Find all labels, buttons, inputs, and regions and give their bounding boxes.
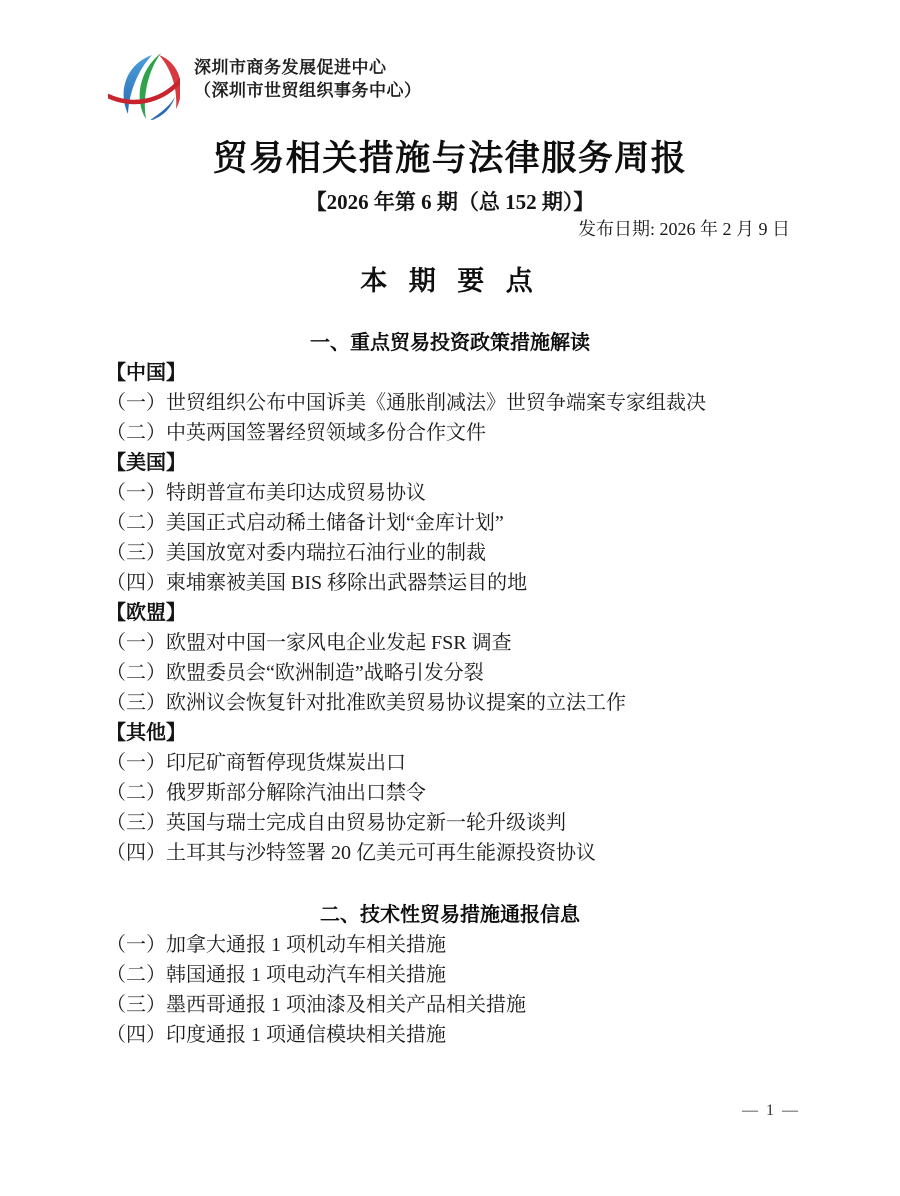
org-name-secondary: （深圳市世贸组织事务中心） [194,81,422,100]
sections [106,328,794,1050]
list-item: （一）加拿大通报 1 项机动车相关措施 [106,934,446,956]
list-item: （三）墨西哥通报 1 项油漆及相关产品相关措施 [106,994,526,1016]
group-label: 【中国】 [106,362,186,384]
list-item: （二）美国正式启动稀土储备计划“金库计划” [106,512,504,534]
section-2 [106,900,794,1050]
list-item: （二）韩国通报 1 项电动汽车相关措施 [106,964,446,986]
list-item: （二）俄罗斯部分解除汽油出口禁令 [106,782,426,804]
group-label: 【其他】 [106,722,186,744]
list-item: （四）土耳其与沙特签署 20 亿美元可再生能源投资协议 [106,842,596,864]
group-label: 【欧盟】 [106,602,186,624]
list-item: （三）欧洲议会恢复针对批准欧美贸易协议提案的立法工作 [106,692,626,714]
page-number: — 1 — [742,1102,800,1119]
list-item: （三）英国与瑞士完成自由贸易协定新一轮升级谈判 [106,812,566,834]
document-title: 贸易相关措施与法律服务周报 [212,139,688,178]
list-item: （二）欧盟委员会“欧洲制造”战略引发分裂 [106,662,484,684]
org-names [194,48,422,102]
list-item: （三）美国放宽对委内瑞拉石油行业的制裁 [106,542,486,564]
list-item: （一）欧盟对中国一家风电企业发起 FSR 调查 [106,632,512,654]
list-item: （四）印度通报 1 项通信模块相关措施 [106,1024,446,1046]
list-item: （四）柬埔寨被美国 BIS 移除出武器禁运目的地 [106,572,528,594]
list-item: （二）中英两国签署经贸领域多份合作文件 [106,422,486,444]
list-item: （一）印尼矿商暂停现货煤炭出口 [106,752,406,774]
group-label: 【美国】 [106,452,186,474]
section-heading: 二、技术性贸易措施通报信息 [320,904,580,926]
list-item: （一）世贸组织公布中国诉美《通胀削减法》世贸争端案专家组裁决 [106,392,706,414]
issue-number: 【2026 年第 6 期（总 152 期）】 [305,190,595,214]
digest-title: 本 期 要 点 [360,266,540,296]
org-name-primary: 深圳市商务发展促进中心 [194,58,387,77]
letterhead [108,48,422,120]
org-logo-icon [108,48,180,120]
section-1 [106,328,794,868]
list-item: （一）特朗普宣布美印达成贸易协议 [106,482,426,504]
publish-date: 发布日期: 2026 年 2 月 9 日 [577,219,790,239]
section-heading: 一、重点贸易投资政策措施解读 [310,332,590,354]
